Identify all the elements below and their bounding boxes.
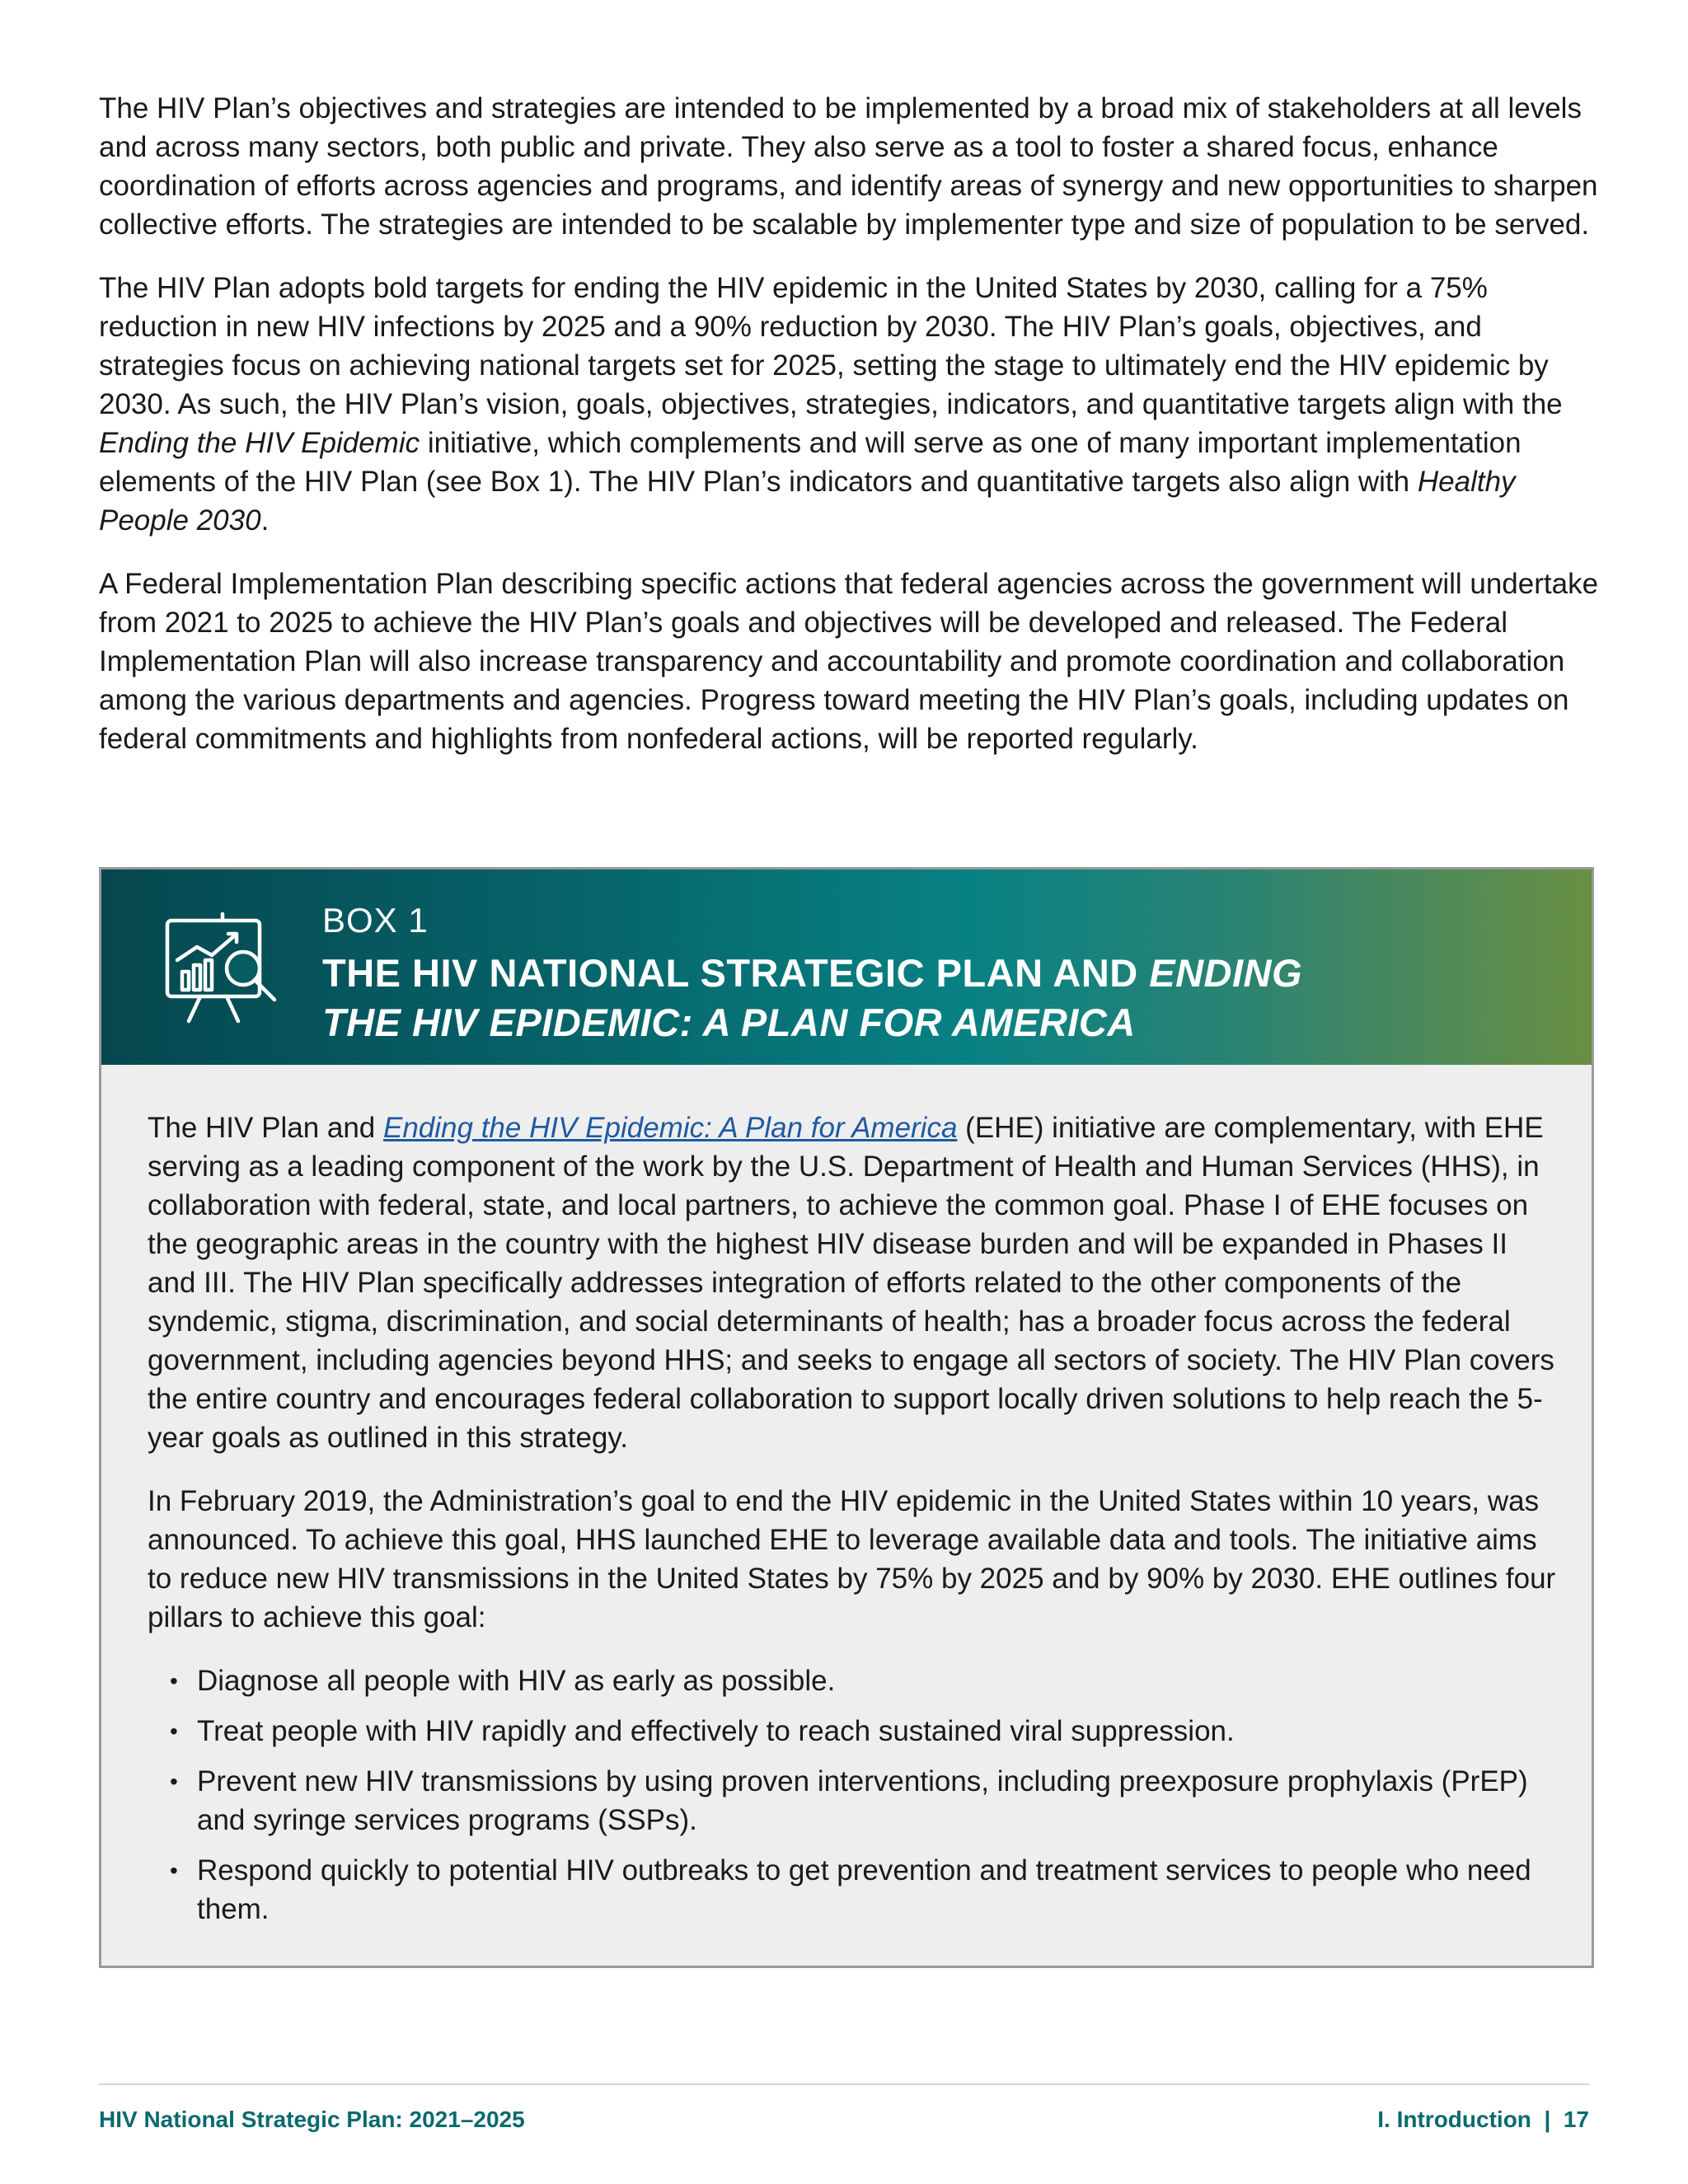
box-p1-text-b: (EHE) initiative are complementary, with EHE serving as a leading component of the work by the U.S. Department of Health and Human Services (HHS), in collaboration with federal, state, and local partners, to achieve the common goal. Phase I of EHE focuses on the geographic areas in the country with the highest HIV disease burden and will be expanded in Phases II and III. The HIV Plan specifically addresses integration of efforts related to the other components of the syndemic, stigma, discrimination, and social determinants of health; has a broader focus across the federal government, including agencies beyond HHS; and seeks to engage all sectors of society. The HIV Plan covers the entire country and encourages federal collaboration to support locally driven solutions to help reach the 5-year goals as outlined in this strategy. <box>148 1112 1554 1454</box>
bullet-icon: • <box>170 1718 178 1744</box>
intro-paragraph-1: The HIV Plan’s objectives and strategies are intended to be implemented by a broad mix of stakeholders at all levels and across many sectors, both public and private. They also serve as a tool to foster a shared focus, enhance coordination of efforts across agencies and programs, and identify areas of synergy and new opportunities to sharpen collective efforts. The strategies are intended to be scalable by implementer type and size of population to be served. <box>99 92 1598 241</box>
footer-section-page: I. Introduction | 17 <box>1377 2107 1589 2132</box>
ehe-link[interactable]: Ending the HIV Epidemic: A Plan for America <box>383 1112 958 1144</box>
intro-p2-text-b: initiative, which complements and will serve as one of many important implementation elements of the HIV Plan (see Box 1). The HIV Plan’s indicators and quantitative targets also align with <box>99 427 1522 498</box>
box-title <box>322 949 1302 1047</box>
footer-divider <box>99 2083 1589 2085</box>
intro-paragraph-3: A Federal Implementation Plan describing specific actions that federal agencies across the government will undertake from 2021 to 2025 to achieve the HIV Plan’s goals and objectives will be developed and released. The Federal Implementation Plan will also increase transparency and accountability and promote coordination and collaboration among the various departments and agencies. Progress toward meeting the HIV Plan’s goals, including updates on federal commitments and highlights from nonfederal actions, will be reported regularly. <box>99 568 1599 755</box>
box-title-line-1 <box>322 949 1302 998</box>
box-paragraph-1 <box>148 1108 1557 1457</box>
bullet-icon: • <box>170 1668 178 1694</box>
list-item-text: Respond quickly to potential HIV outbreaks to get prevention and treatment services to people who need them. <box>197 1854 1531 1925</box>
intro-p2-text-c: . <box>260 504 270 537</box>
box-header <box>101 869 1592 1065</box>
list-item-text: Diagnose all people with HIV as early as possible. <box>197 1665 836 1697</box>
box-paragraph-2: In February 2019, the Administration’s goal to end the HIV epidemic in the United States within 10 years, was announced. To achieve this goal, HHS launched EHE to leverage available data and tools. The initiative aims to reduce new HIV transmissions in the United States by 75% by 2025 and by 90% by 2030. EHE outlines four pillars to achieve this goal: <box>148 1485 1556 1633</box>
list-item <box>148 1851 1557 1929</box>
intro-section <box>99 89 1599 783</box>
box-title-text: THE HIV NATIONAL STRATEGIC PLAN AND <box>322 951 1150 995</box>
box-body <box>148 1108 1557 1940</box>
list-item-text: Prevent new HIV transmissions by using proven interventions, including preexposure prophylaxis (PrEP) and syringe services programs (SSPs). <box>197 1765 1528 1836</box>
bullet-icon: • <box>170 1769 178 1794</box>
bullet-icon: • <box>170 1858 178 1883</box>
box-title-italic: ENDING <box>1149 951 1303 995</box>
intro-paragraph-2 <box>99 269 1599 540</box>
list-item <box>148 1762 1557 1840</box>
intro-p2-text-a: The HIV Plan adopts bold targets for ending the HIV epidemic in the United States by 2030, calling for a 75% reduction in new HIV infections by 2025 and a 90% reduction by 2030. The HIV Plan’s goals, objectives, and strategies focus on achieving national targets set for 2025, setting the stage to ultimately end the HIV epidemic by 2030. As such, the HIV Plan’s vision, goals, objectives, strategies, indicators, and quantitative targets align with the <box>99 272 1563 420</box>
box-p1-text-a: The HIV Plan and <box>148 1112 383 1144</box>
intro-p2-italic-ehe: Ending the HIV Epidemic <box>99 427 420 459</box>
box-1 <box>99 867 1594 1968</box>
list-item <box>148 1712 1557 1750</box>
intro-p2-italic-healthy-people: Healthy People 2030 <box>99 466 1516 537</box>
analytics-presentation-icon <box>164 911 281 1029</box>
footer-document-title: HIV National Strategic Plan: 2021–2025 <box>99 2107 525 2132</box>
ehe-pillars-list <box>148 1661 1557 1929</box>
box-label: BOX 1 <box>322 901 429 940</box>
list-item <box>148 1661 1557 1700</box>
box-title-line-2: THE HIV EPIDEMIC: A PLAN FOR AMERICA <box>322 1001 1136 1044</box>
list-item-text: Treat people with HIV rapidly and effectively to reach sustained viral suppression. <box>197 1715 1235 1747</box>
